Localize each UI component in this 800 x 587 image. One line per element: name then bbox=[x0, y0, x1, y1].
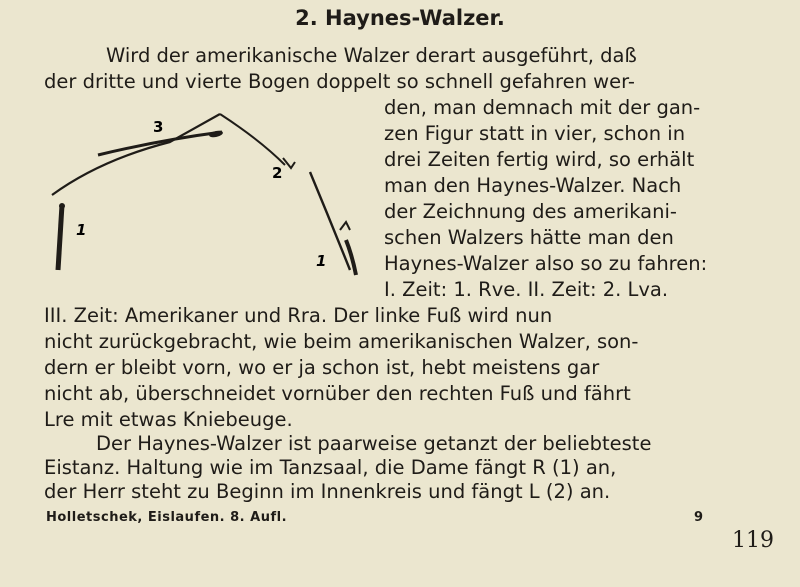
text-line-15: Lre mit etwas Kniebeuge. bbox=[44, 408, 293, 431]
figure-label-3: 3 bbox=[153, 118, 164, 136]
figure-curve-3 bbox=[52, 114, 220, 195]
text-line-14: nicht ab, überschneidet vornüber den rechten Fuß und fährt bbox=[44, 382, 631, 405]
figure-label-2: 2 bbox=[272, 164, 283, 182]
haynes-walzer-figure bbox=[40, 110, 370, 290]
text-line-6: man den Haynes-Walzer. Nach bbox=[384, 174, 682, 197]
text-line-2: der dritte und vierte Bogen doppelt so schnell gefahren wer- bbox=[44, 70, 635, 93]
text-line-4: zen Figur statt in vier, schon in bbox=[384, 122, 686, 145]
figure-drawing bbox=[40, 110, 370, 290]
text-line-9: Haynes-Walzer also so zu fahren: bbox=[384, 252, 708, 275]
figure-foot-left bbox=[58, 205, 62, 270]
text-line-11: III. Zeit: Amerikaner und Rra. Der linke Fuß wird nun bbox=[44, 304, 553, 327]
section-heading: 2. Haynes-Walzer. bbox=[295, 6, 505, 30]
text-line-3: den, man demnach mit der gan- bbox=[384, 96, 701, 119]
figure-foot-right bbox=[346, 240, 356, 275]
figure-arrow-2 bbox=[283, 158, 295, 168]
figure-label-1-left: 1 bbox=[76, 221, 87, 239]
text-line-18: der Herr steht zu Beginn im Innenkreis und fängt L (2) an. bbox=[44, 480, 611, 503]
text-line-1: Wird der amerikanische Walzer derart ausgeführt, daß bbox=[106, 44, 637, 67]
signature-mark: 9 bbox=[694, 510, 704, 525]
figure-label-1-right: 1 bbox=[316, 252, 327, 270]
figure-curve-2 bbox=[220, 114, 285, 165]
running-footer: Holletschek, Eislaufen. 8. Aufl. bbox=[46, 510, 288, 525]
text-line-5: drei Zeiten fertig wird, so erhält bbox=[384, 148, 695, 171]
text-line-12: nicht zurückgebracht, wie beim amerikanischen Walzer, son- bbox=[44, 330, 639, 353]
text-line-16: Der Haynes-Walzer ist paarweise getanzt der beliebteste bbox=[96, 432, 652, 455]
figure-arrow-1 bbox=[340, 222, 350, 230]
page-number: 119 bbox=[732, 528, 774, 553]
text-line-10: I. Zeit: 1. Rve. II. Zeit: 2. Lva. bbox=[384, 278, 669, 301]
text-line-13: dern er bleibt vorn, wo er ja schon ist, hebt meistens gar bbox=[44, 356, 600, 379]
text-line-7: der Zeichnung des amerikani- bbox=[384, 200, 677, 223]
text-line-8: schen Walzers hätte man den bbox=[384, 226, 674, 249]
text-line-17: Eistanz. Haltung wie im Tanzsaal, die Dame fängt R (1) an, bbox=[44, 456, 617, 479]
